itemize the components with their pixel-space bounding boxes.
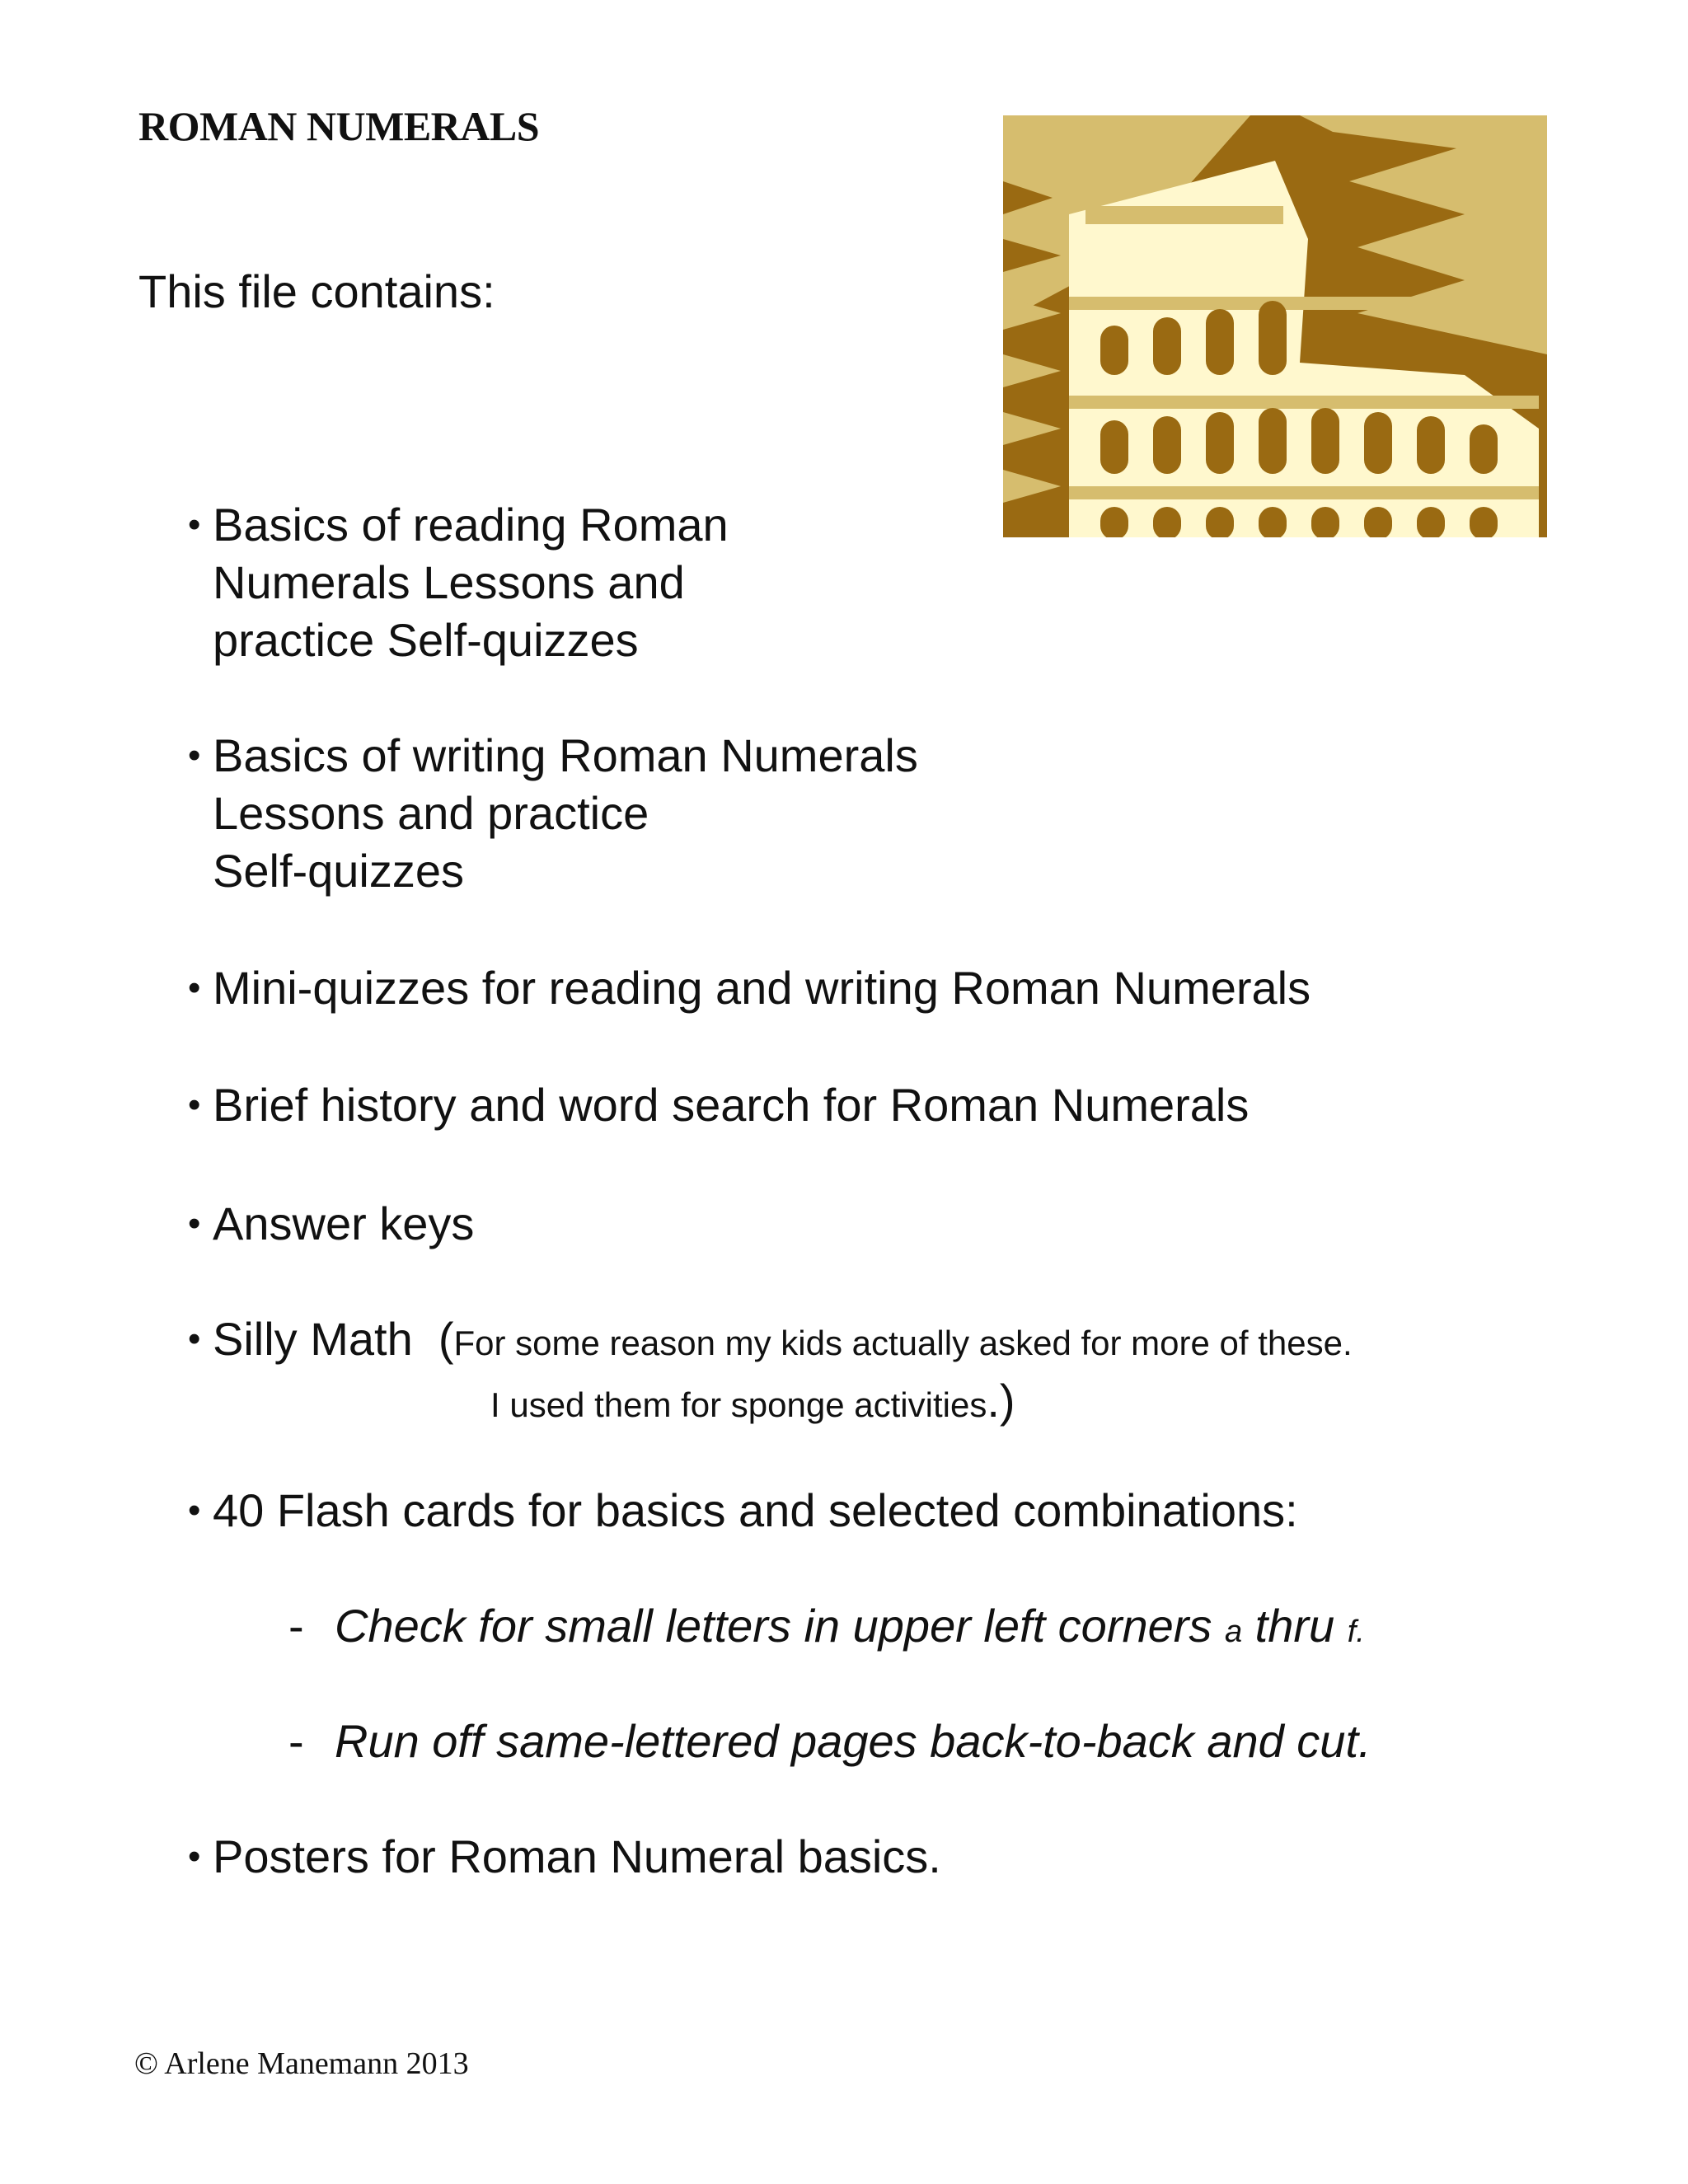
silly-math-note-line2-row	[490, 1376, 1015, 1430]
list-item	[188, 1482, 1298, 1540]
list-item-text	[188, 1310, 1353, 1372]
sub-item-text-thru: thru	[1242, 1600, 1348, 1652]
bullet-icon: •	[188, 968, 201, 1008]
sub-item-text: Check for small letters in upper left corners	[335, 1600, 1225, 1652]
small-letter-a: a	[1224, 1615, 1243, 1649]
bullet-icon: •	[188, 504, 201, 545]
copyright-footer: © Arlene Manemann 2013	[134, 2046, 469, 2081]
list-item-text: Basics of reading Roman Numerals Lessons and practice Self-quizzes	[213, 499, 729, 666]
list-item	[188, 1076, 1249, 1134]
colosseum-illustration	[1003, 115, 1547, 537]
dash-marker: -	[288, 1600, 304, 1652]
list-item-text: Answer keys	[213, 1197, 475, 1249]
bullet-icon: •	[188, 735, 201, 776]
list-item	[188, 1310, 1353, 1372]
bullet-icon: •	[188, 1836, 201, 1877]
note-open-paren: (	[438, 1313, 454, 1365]
dash-marker: -	[288, 1715, 304, 1767]
intro-text: This file contains:	[138, 265, 495, 317]
list-item	[188, 727, 918, 900]
bullet-icon: •	[188, 1203, 201, 1244]
document-title: ROMAN NUMERALS	[138, 103, 540, 149]
sub-item-text: Run off same-lettered pages back-to-back and cut.	[335, 1715, 1372, 1767]
bullet-icon: •	[188, 1490, 201, 1530]
silly-math-note-line1: For some reason my kids actually asked for more of these.	[453, 1324, 1353, 1362]
silly-math-label: Silly Math	[213, 1313, 413, 1365]
list-item	[188, 496, 729, 669]
small-letter-f: f.	[1347, 1615, 1365, 1649]
bullet-icon: •	[188, 1085, 201, 1125]
list-item	[188, 1195, 474, 1253]
list-item-text: 40 Flash cards for basics and selected combinations:	[213, 1484, 1298, 1536]
list-item-text: Posters for Roman Numeral basics.	[213, 1830, 941, 1882]
list-item-text: Brief history and word search for Roman Numerals	[213, 1079, 1250, 1131]
note-close-paren: .)	[987, 1375, 1015, 1427]
sub-item	[288, 1713, 1372, 1770]
sub-item	[288, 1597, 1365, 1661]
list-item-text: Mini-quizzes for reading and writing Roman Numerals	[213, 962, 1311, 1014]
list-item	[188, 959, 1311, 1017]
bullet-icon: •	[188, 1319, 201, 1359]
silly-math-note-line2: I used them for sponge activities	[490, 1385, 987, 1424]
list-item-text: Basics of writing Roman Numerals Lessons and practice Self-quizzes	[213, 729, 918, 897]
list-item	[188, 1828, 941, 1886]
